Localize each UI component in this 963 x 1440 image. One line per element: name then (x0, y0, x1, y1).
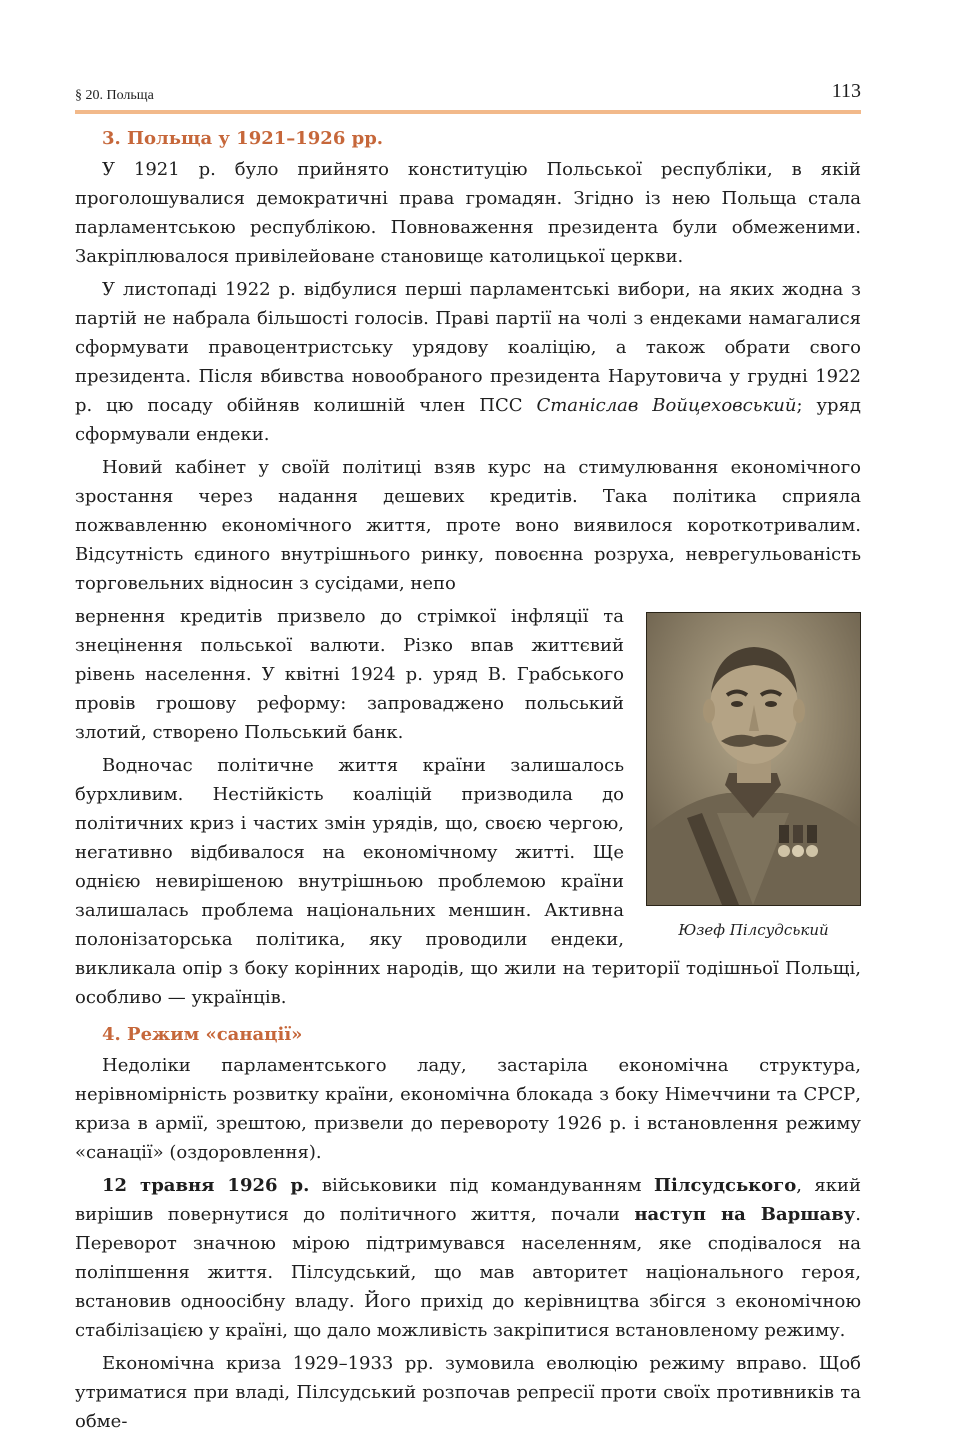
portrait-figure (646, 612, 861, 940)
bold-term: наступ на Варшаву (634, 1204, 856, 1225)
section-3-heading: 3. Польща у 1921–1926 рр. (102, 128, 384, 149)
running-title: § 20. Польща (75, 88, 154, 103)
portrait-photo (646, 612, 861, 906)
bold-name: Пілсудського (653, 1175, 797, 1196)
paragraph (75, 275, 861, 449)
text-run: У листопаді 1922 р. відбулися перші парламентські вибори, на яких жодна з партій не набрала більшості голосів. Праві партії на чолі з ендеками намагалися сформувати правоцентристську урядову коаліцію, а також обрати свого президента. Після вбивства новообраного президента Нарутовича у грудні 1922 р. цю посаду обійняв колишній член ПСС (75, 279, 861, 416)
paragraph: У 1921 р. було прийнято конституцію Польської республіки, в якій проголошувалися демократичні права громадян. Згідно із нею Польща стала парламентською республікою. Повноваження президента були обмеженими. Закріплювалося привілейоване становище католицької церкви. (75, 159, 861, 267)
paragraph: Новий кабінет у своїй політиці взяв курс на стимулювання економічного зростання через надання дешевих кредитів. Така політика сприяла пожвавленню економічного життя, проте воно виявилося короткотривалим. Відсутність єдиного внутрішнього ринку, повоєнна розруха, неврегульованість торговельних відносин з сусідами, непо (75, 457, 861, 594)
bold-date: 12 травня 1926 р. (102, 1175, 310, 1196)
text-run: військовики під командуванням (309, 1175, 654, 1196)
paragraph: Недоліки парламентського ладу, застаріла економічна структура, нерівномірність розвитку країни, економічна блокада з боку Німеччини та СРСР, криза в армії, зрештою, призвели до перевороту 1926 р. і встановлення режиму «санації» (оздоровлення). (75, 1055, 861, 1163)
text-run: , який вирішив повернутися до політичного життя, почали (75, 1175, 861, 1225)
italic-name: Станіслав Войцеховський (536, 395, 797, 416)
portrait-caption: Юзеф Пілсудський (678, 921, 829, 939)
paragraph-continued: вернення кредитів призвело до стрімкої інфляції та знецінення польської валюти. Різко впав життєвий рівень населення. У квітні 1924 р. уряд В. Грабського провів грошову реформу: запроваджено польський злотий, створено Польський банк. (75, 606, 624, 743)
header-rule (75, 110, 861, 114)
page-number: 113 (831, 80, 861, 102)
page-body (75, 124, 861, 1440)
text-run: ; уряд сформували ендеки. (75, 395, 861, 445)
page-header (75, 78, 861, 112)
paragraph: Економічна криза 1929–1933 рр. зумовила еволюцію режиму вправо. Щоб утриматися при владі, Пілсудський розпочав репресії проти своїх противників та обме- (75, 1353, 861, 1432)
paragraph (75, 1171, 861, 1345)
paragraph: Водночас політичне життя країни залишалось бурхливим. Нестійкість коаліцій призводила до політичних криз і частих змін урядів, що, своєю чергою, негативно відбивалося на економічному житті. Ще однією невирішеною внутрішньою проблемою країни залишалась проблема національних меншин. Активна полонізаторська політика, яку проводили ендеки, викликала опір з боку корінних народів, що жили на території тодішньої Польщі, особливо — українців. (75, 755, 861, 1008)
text-run: . Переворот значною мірою підтримувався населенням, яке сподівалося на поліпшення життя. Пілсудський, що мав авторитет національного героя, встановив одноосібну владу. Його прихід до керівництва збігся з економічною стабілізацією у країні, що дало можливість закріпитися встановленому режиму. (75, 1204, 861, 1341)
section-4-heading: 4. Режим «санації» (102, 1024, 303, 1045)
